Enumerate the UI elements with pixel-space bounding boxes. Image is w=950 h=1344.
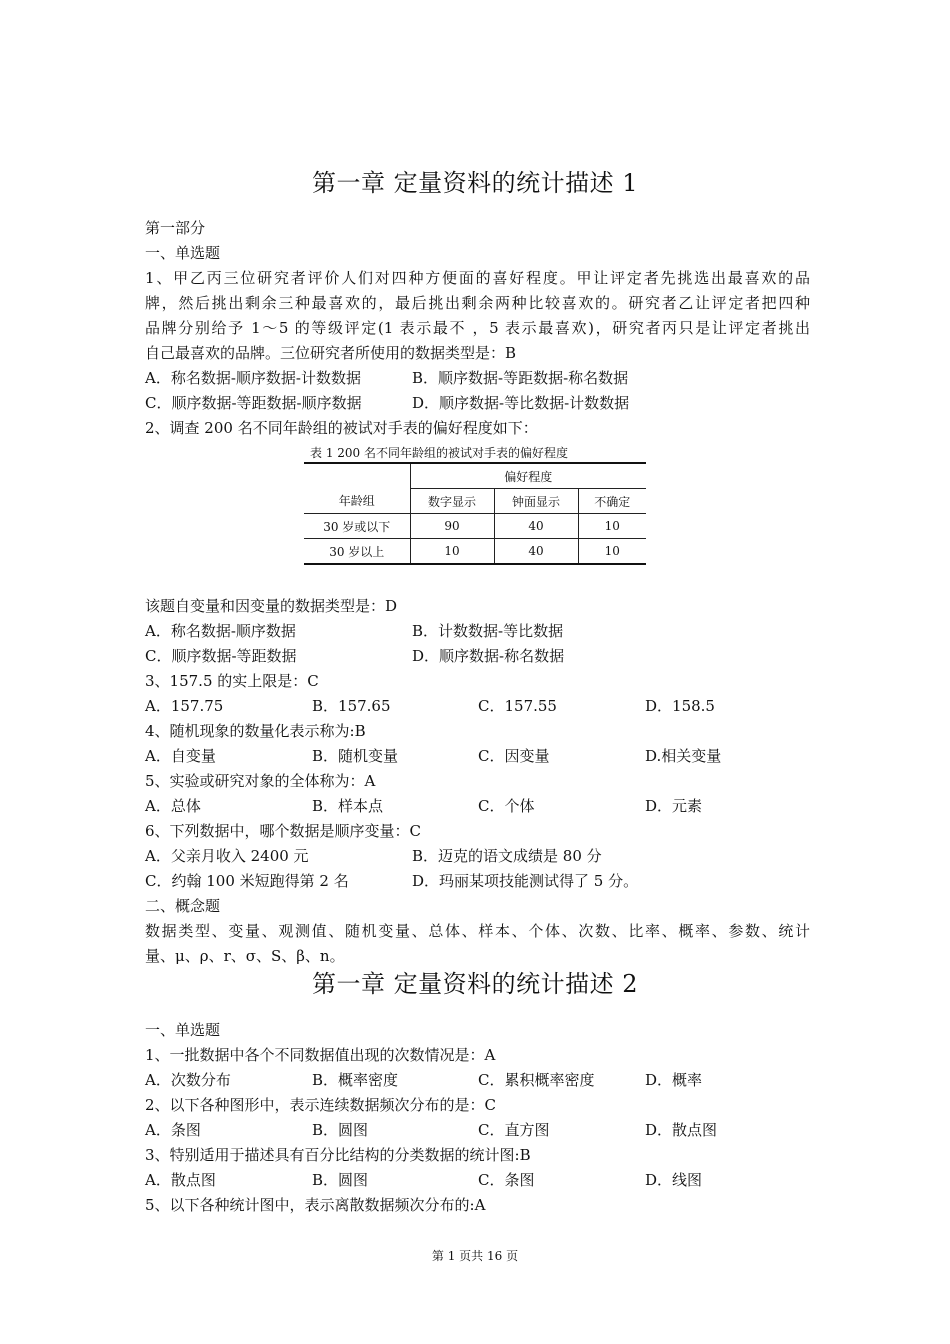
table-group-header-row [304, 463, 646, 489]
table-cell: 90 [410, 514, 494, 539]
p2-q5-stem: 5、以下各种统计图中，表示离散数据频次分布的:A [145, 1196, 486, 1214]
table-row [304, 514, 646, 539]
p2-q1-option-b: B．概率密度 [312, 1071, 399, 1089]
q6-option-a: A．父亲月收入 2400 元 [145, 847, 309, 865]
q6-option-c: C．约翰 100 米短跑得第 2 名 [145, 872, 349, 890]
concept-line-2: 量、μ、ρ、r、σ、S、β、n。 [145, 947, 345, 965]
p2-q1-option-c: C．累积概率密度 [478, 1071, 595, 1089]
q3-option-b: B．157.65 [312, 697, 391, 715]
heading-single-choice-2: 一、单选题 [145, 1021, 221, 1039]
q3-stem: 3、157.5 的实上限是：C [145, 672, 319, 690]
q6-option-d: D．玛丽某项技能测试得了 5 分。 [412, 872, 639, 890]
q4-option-c: C．因变量 [478, 747, 550, 765]
q4-option-d: D.相关变量 [645, 747, 722, 765]
p2-q3-option-a: A．散点图 [145, 1171, 216, 1189]
heading-concepts: 二、概念题 [145, 897, 221, 915]
q4-option-a: A．自变量 [145, 747, 216, 765]
p2-q3-option-d: D．线图 [645, 1171, 703, 1189]
table-group-header: 偏好程度 [410, 463, 646, 489]
q3-option-c: C．157.55 [478, 697, 557, 715]
table-cell: 40 [494, 539, 578, 565]
table-header-cell: 钟面显示 [494, 489, 578, 514]
q2-option-b: B．计数数据-等比数据 [412, 622, 564, 640]
p2-q2-option-b: B．圆图 [312, 1121, 369, 1139]
q1-line-4: 自己最喜欢的品牌。三位研究者所使用的数据类型是：B [145, 344, 517, 362]
section-label: 第一部分 [145, 219, 206, 237]
q3-option-a: A．157.75 [145, 697, 224, 715]
q1-option-d: D．顺序数据-等比数据-计数数据 [412, 394, 630, 412]
table-header-row [304, 489, 646, 514]
q3-option-d: D．158.5 [645, 697, 715, 715]
table-cell: 10 [578, 514, 646, 539]
p2-q2-option-a: A．条图 [145, 1121, 201, 1139]
chapter-title-2: 第一章 定量资料的统计描述 2 [311, 970, 639, 998]
table-cell: 30 岁以上 [304, 539, 410, 565]
q6-stem: 6、下列数据中，哪个数据是顺序变量：C [145, 822, 422, 840]
p2-q1-option-a: A．次数分布 [145, 1071, 231, 1089]
q5-option-d: D．元素 [645, 797, 703, 815]
p2-q3-option-b: B．圆图 [312, 1171, 369, 1189]
chapter-title-1: 第一章 定量资料的统计描述 1 [311, 169, 639, 197]
q6-option-b: B．迈克的语文成绩是 80 分 [412, 847, 602, 865]
heading-single-choice: 一、单选题 [145, 244, 221, 262]
q5-option-a: A．总体 [145, 797, 201, 815]
table-header-cell: 不确定 [578, 489, 646, 514]
table-header-cell: 数字显示 [410, 489, 494, 514]
p2-q2-stem: 2、以下各种图形中，表示连续数据频次分布的是：C [145, 1096, 497, 1114]
q1-line-2: 牌，然后挑出剩余三种最喜欢的，最后挑出剩余两种比较喜欢的。研究者乙让评定者把四种 [145, 294, 810, 312]
table-cell: 10 [410, 539, 494, 565]
table-cell: 30 岁或以下 [304, 514, 410, 539]
q1-option-c: C．顺序数据-等距数据-顺序数据 [145, 394, 362, 412]
q4-stem: 4、随机现象的数量化表示称为:B [145, 722, 366, 740]
table-row [304, 539, 646, 565]
table-corner-cell [304, 463, 410, 489]
q2-stem: 2、调查 200 名不同年龄组的被试对手表的偏好程度如下： [145, 419, 538, 437]
page-footer: 第 1 页共 16 页 [431, 1249, 519, 1263]
q5-stem: 5、实验或研究对象的全体称为：A [145, 772, 376, 790]
q1-option-b: B．顺序数据-等距数据-称名数据 [412, 369, 629, 387]
q2-option-a: A．称名数据-顺序数据 [145, 622, 296, 640]
q1-option-a: A．称名数据-顺序数据-计数数据 [145, 369, 361, 387]
q2-option-d: D．顺序数据-称名数据 [412, 647, 565, 665]
table-cell: 10 [578, 539, 646, 565]
p2-q2-option-c: C．直方图 [478, 1121, 550, 1139]
q2-option-c: C．顺序数据-等距数据 [145, 647, 297, 665]
q4-option-b: B．随机变量 [312, 747, 399, 765]
table-header-cell: 年龄组 [304, 489, 410, 514]
q1-line-1: 1、甲乙丙三位研究者评价人们对四种方便面的喜好程度。甲让评定者先挑选出最喜欢的品 [145, 269, 810, 287]
p2-q1-stem: 1、一批数据中各个不同数据值出现的次数情况是：A [145, 1046, 496, 1064]
concept-line-1: 数据类型、变量、观测值、随机变量、总体、样本、个体、次数、比率、概率、参数、统计 [145, 922, 810, 940]
p2-q3-stem: 3、特别适用于描述具有百分比结构的分类数据的统计图:B [145, 1146, 531, 1164]
preference-table [304, 462, 646, 565]
p2-q3-option-c: C．条图 [478, 1171, 535, 1189]
q5-option-b: B．样本点 [312, 797, 384, 815]
table-cell: 40 [494, 514, 578, 539]
q2-question: 该题自变量和因变量的数据类型是：D [145, 597, 398, 615]
table-caption: 表 1 200 名不同年龄组的被试对手表的偏好程度 [310, 446, 568, 460]
p2-q1-option-d: D．概率 [645, 1071, 703, 1089]
p2-q2-option-d: D．散点图 [645, 1121, 718, 1139]
q1-line-3: 品牌分别给予 1～5 的等级评定(1 表示最不 ，5 表示最喜欢)，研究者丙只是让评定者挑出 [145, 319, 810, 337]
q5-option-c: C．个体 [478, 797, 535, 815]
